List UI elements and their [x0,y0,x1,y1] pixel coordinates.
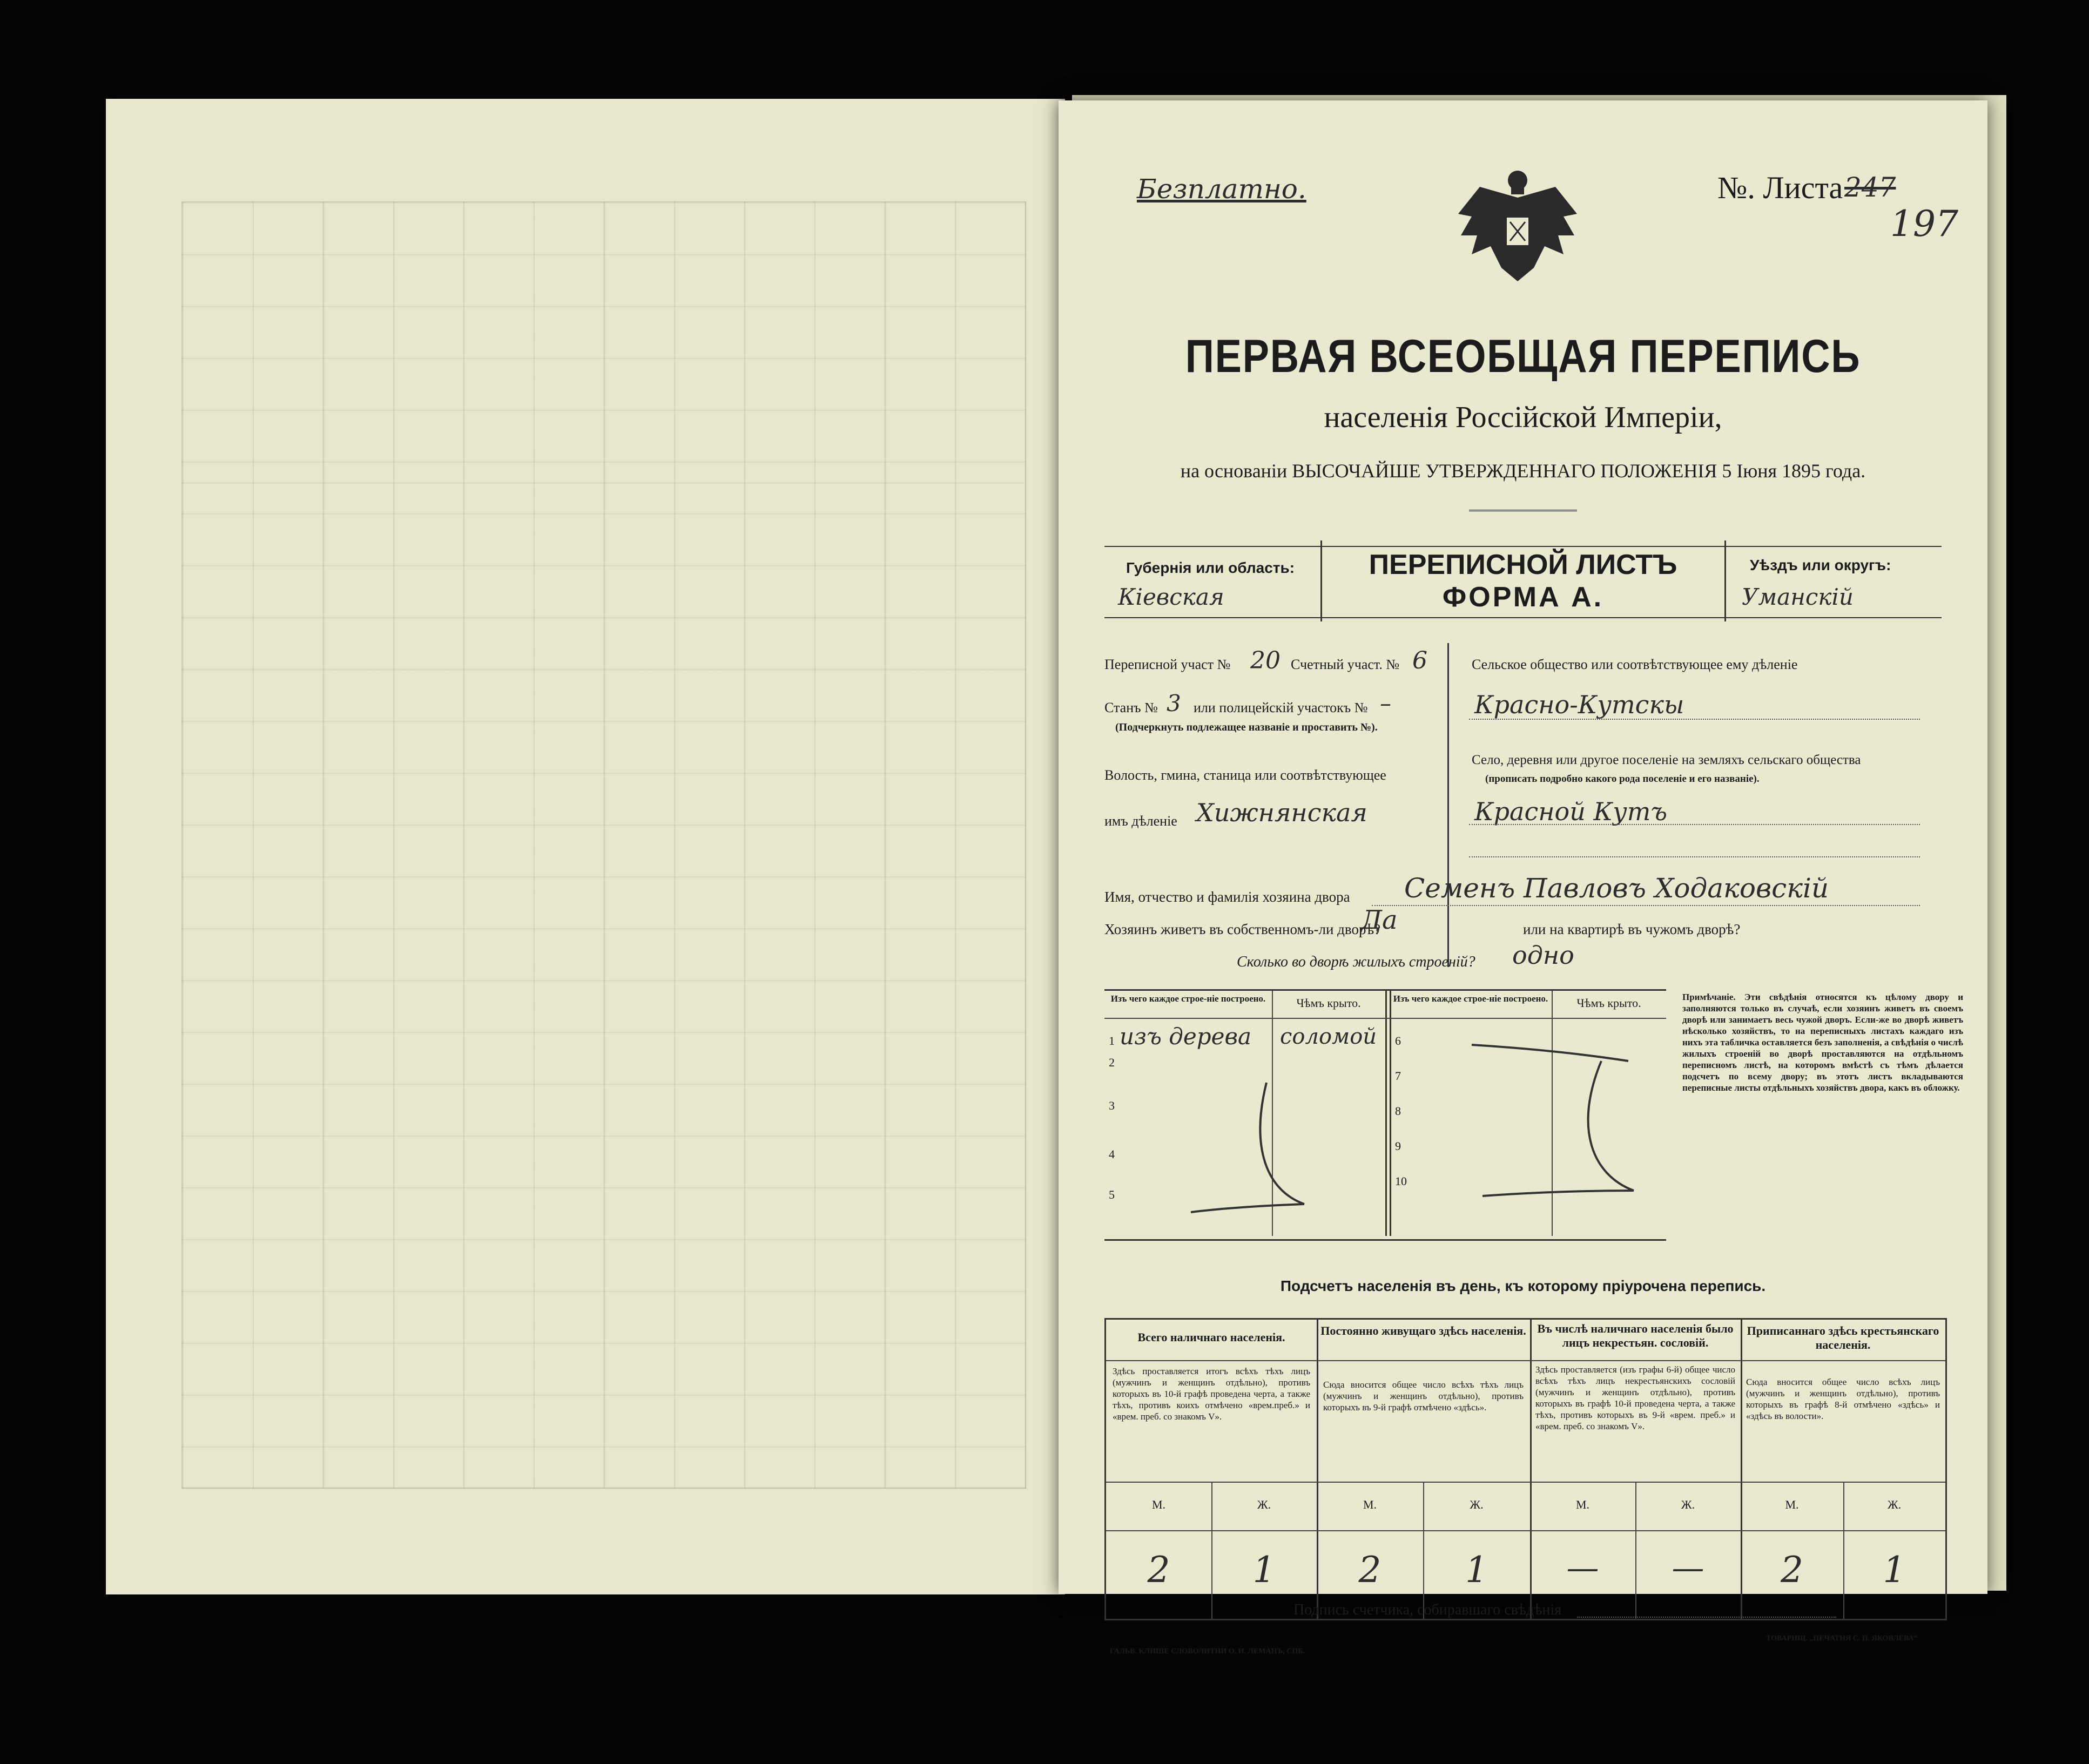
summary-col1-m-label: М. [1151,1498,1166,1511]
summary-col3-m-value: — [1566,1549,1599,1587]
free-label: Безплатно. [1137,173,1306,205]
sheet-number-handwritten: 197 [1890,203,1958,245]
building-row-num-3: 3 [1109,1099,1115,1112]
sheet-number-crossed: 247 [1844,172,1896,203]
census-subtitle: населенія Россійской Имперіи, [1324,401,1722,434]
village-line-2 [1469,856,1920,857]
signature-line [1577,1617,1836,1618]
buildings-label: Сколько во дворѣ жилыхъ строеній? [1237,954,1475,970]
show-through-header [181,201,1024,484]
society-line [1469,719,1920,720]
building-row-num-8: 8 [1395,1104,1401,1118]
summary-col3-line3 [1530,1530,1741,1531]
police-label: или полицейскій участокъ № [1194,700,1368,715]
ornament-divider [1469,510,1577,511]
building-row-num-2: 2 [1109,1056,1115,1069]
summary-col4-line3 [1741,1530,1945,1531]
summary-col3-line [1530,1360,1741,1361]
summary-col4-m-label: М. [1785,1498,1799,1511]
summary-col-1 [1106,1320,1318,1619]
summary-col3-title: Въ числѣ наличнаго населенія было лицъ некрестьян. сословій. [1537,1322,1734,1349]
form-center-title: ПЕРЕПИСНОЙ ЛИСТЪ [1369,549,1677,580]
rent-label: или на квартирѣ въ чужомъ дворѣ? [1523,921,1741,937]
summary-col2-m-label: М. [1363,1498,1377,1511]
summary-col3-f-value: — [1672,1549,1704,1587]
summary-heading: Подсчетъ населенія въ день, къ которому пріурочена перепись. [1280,1278,1766,1294]
summary-col3-f-label: Ж. [1681,1498,1695,1511]
building-row-num-4: 4 [1109,1147,1115,1161]
blank-strike-right [1450,1029,1666,1223]
own-yard-value: Да [1361,905,1398,935]
form-box-divider-right [1724,540,1726,621]
stan-label: Станъ № [1104,700,1158,715]
district-label: Уѣздъ или округъ: [1750,557,1891,573]
summary-col2-desc: Сюда вносится общее число всѣхъ тѣхъ лицъ (мужчинъ и женщинъ отдѣльно), противъ которыхъ въ 9-й графѣ отмѣчено «здѣсь». [1323,1380,1524,1412]
counting-section-value: 6 [1412,647,1427,674]
summary-col3-desc: Здѣсь проставляется (изъ графы 6-й) общее число всѣхъ тѣхъ лицъ некрестьянскихъ сословій (мужчинъ и женщинъ отдѣльно), противъ которыхъ въ графѣ 10-й проведена черта, а также тѣхъ, противъ которыхъ въ 9-й «врем. преб.» и «врем. преб. со знакомъ V». [1535,1364,1735,1431]
summary-col4-f-value: 1 [1883,1549,1906,1591]
building-row-num-7: 7 [1395,1069,1401,1083]
building-row-num-10: 10 [1395,1174,1407,1188]
summary-col1-line3 [1106,1530,1317,1531]
blank-strike-left [1169,1050,1331,1228]
summary-col1-line [1106,1360,1317,1361]
summary-col2-line [1317,1360,1530,1361]
summary-col4-m-value: 2 [1781,1549,1803,1591]
police-value: – [1380,690,1391,717]
building-roof-header-left: Чѣмъ крыто. [1296,996,1361,1010]
building-row-num-6: 6 [1395,1034,1401,1047]
summary-col1-title: Всего наличнаго населенія. [1137,1330,1285,1344]
building-row1-roof: соломой [1280,1024,1377,1049]
summary-col3-m-label: М. [1575,1498,1590,1511]
society-value: Красно-Кутскы [1474,690,1684,719]
district-value: Уманскій [1742,584,1854,610]
underline-note: (Подчеркнуть подлежащее названіе и проставить №). [1115,721,1378,733]
census-form-page [1059,100,1987,1655]
printer-left: ГАЛЬВ. КЛИШЕ СЛОВОЛИТНИ О. И. ЛЕМАНЪ, СПБ. [1110,1647,1305,1655]
building-row-num-5: 5 [1109,1188,1115,1201]
details-divider [1447,643,1449,967]
summary-col2-m-value: 2 [1358,1549,1382,1591]
building-row1-material: изъ дерева [1120,1023,1252,1050]
owner-label: Имя, отчество и фамилія хозяина двора [1104,889,1350,905]
summary-col2-line3 [1317,1530,1530,1531]
building-material-header-left: Изъ чего каждое строе-ніе построено. [1110,993,1266,1004]
summary-col2-title: Постоянно живущаго здѣсь населенія. [1320,1324,1526,1337]
village-note: (прописать подробно какого рода поселеніе и его названіе). [1485,773,1760,785]
summary-col1-f-label: Ж. [1257,1498,1271,1511]
summary-col4-line [1741,1360,1945,1361]
province-label: Губернія или область: [1126,559,1295,576]
building-col-divider-3 [1390,991,1391,1236]
village-line-1 [1469,824,1920,825]
building-row-num-9: 9 [1395,1139,1401,1153]
summary-col-3 [1530,1320,1742,1619]
left-page [106,99,1065,1594]
summary-table [1104,1318,1947,1620]
summary-col2-f-value: 1 [1465,1549,1488,1591]
summary-col1-m-value: 2 [1147,1549,1170,1591]
owner-value: Семенъ Павловъ Ходаковскій [1404,873,1829,904]
summary-col1-f-value: 1 [1252,1549,1276,1591]
building-col-divider-2 [1385,991,1387,1236]
volost-label-1: Волость, гмина, станица или соотвѣтствующее [1104,767,1386,783]
building-roof-header-right: Чѣмъ крыто. [1576,996,1641,1010]
village-label: Село, деревня или другое поселеніе на земляхъ сельскаго общества [1472,753,1861,767]
census-section-label: Переписной участ № [1104,657,1231,672]
summary-col-4 [1741,1320,1945,1619]
summary-col4-title: Приписаннаго здѣсь крестьянскаго населенія. [1747,1324,1939,1351]
double-headed-eagle-emblem [1447,165,1588,289]
building-table [1104,989,1666,1241]
building-note: Примѣчаніе. Эти свѣдѣнія относятся къ цѣлому двору и заполняются только въ случаѣ, если хозяинъ живетъ въ своемъ дворѣ или занимаетъ весь чужой дворъ. Если-же во дворѣ живетъ нѣсколько хозяйствъ, то на переписныхъ листахъ каждаго изъ нихъ эта табличка оставляется безъ заполненія, а свѣдѣнія о числѣ жилыхъ строеній во дворѣ проставляются на отдѣльномъ переписномъ листѣ, на которомъ вмѣстѣ съ тѣмъ дѣлается подсчетъ по всему двору; въ этотъ листъ вкладываются переписные листы отдѣльныхъ хозяйствъ двора, какъ въ обложку. [1682,992,1963,1093]
society-label: Сельское общество или соотвѣтствующее ему дѣленіе [1472,657,1798,672]
buildings-value: одно [1512,941,1574,970]
volost-value: Хижнянская [1196,798,1367,827]
volost-label-2: имъ дѣленіе [1104,813,1177,829]
building-header-line [1104,1018,1666,1019]
signature-label: Подпись счетчика, собиравшаго свѣдѣнія [1293,1601,1562,1618]
province-value: Кіевская [1118,584,1224,610]
sheet-number-label: №. Листа [1717,170,1843,205]
owner-line [1372,905,1920,906]
form-name: ФОРМА А. [1442,582,1604,613]
stan-value: 3 [1167,690,1181,717]
village-value: Красной Кутъ [1474,797,1668,826]
printer-right: ТОВАРИЩ. „ПЕЧАТНЯ С. П. ЯКОВЛЕВА“ [1766,1634,1918,1643]
summary-col-2 [1317,1320,1532,1619]
census-title: ПЕРВАЯ ВСЕОБЩАЯ ПЕРЕПИСЬ [1185,330,1861,382]
census-section-value: 20 [1250,647,1281,674]
legal-basis: на основаніи ВЫСОЧАЙШЕ УТВЕРЖДЕННАГО ПОЛОЖЕНІЯ 5 Іюня 1895 года. [1180,460,1866,482]
summary-col4-desc: Сюда вносится общее число всѣхъ лицъ (мужчинъ и женщинъ отдѣльно), противъ которыхъ въ графѣ 8-й отмѣчено «здѣсь» и «здѣсь въ волости». [1746,1377,1940,1421]
summary-col4-f-label: Ж. [1887,1498,1902,1511]
own-yard-label: Хозяинъ живетъ въ собственномъ-ли дворѣ? [1104,921,1381,937]
counting-section-label: Счетный участ. № [1291,657,1400,672]
building-row-num-1: 1 [1109,1034,1115,1047]
summary-col1-desc: Здѣсь проставляется итогъ всѣхъ тѣхъ лицъ (мужчинъ и женщинъ отдѣльно), противъ которыхъ въ 10-й графѣ проведена черта, а также тѣхъ, противъ коихъ отмѣчено «врем.преб.» и «врем. преб. со знакомъ V». [1113,1366,1310,1422]
building-material-header-right: Изъ чего каждое строе-ніе построено. [1393,993,1548,1004]
summary-col2-f-label: Ж. [1470,1498,1484,1511]
